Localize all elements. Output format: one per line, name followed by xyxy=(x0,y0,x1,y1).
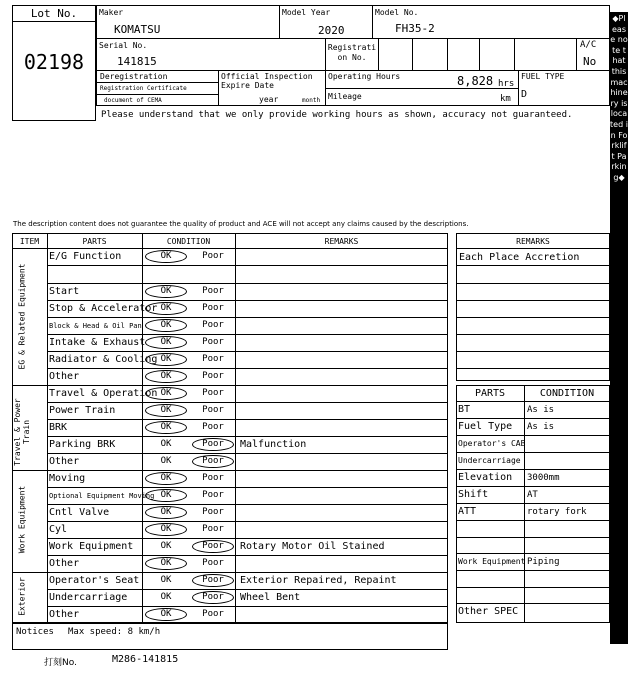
table-row-remark xyxy=(240,386,445,403)
condition-poor-mark: Poor xyxy=(192,540,234,553)
official-inspection-label: Official Inspection Expire Date xyxy=(221,72,313,90)
maker-label: Maker xyxy=(99,8,124,17)
table-row-part: Start xyxy=(49,286,80,297)
lot-no-label: Lot No. xyxy=(30,7,78,20)
ac-value: No xyxy=(583,55,597,68)
operating-hours-label: Operating Hours xyxy=(328,72,401,81)
condition-ok-mark: OK xyxy=(145,387,187,400)
table-row-remark xyxy=(240,488,445,505)
table-row-remark xyxy=(240,420,445,437)
table-row-part: Block & Head & Oil Pan xyxy=(49,322,142,330)
registration-cert-label: Registration Certificate xyxy=(100,85,187,92)
notices-text: Max speed: 8 km/h xyxy=(68,627,161,637)
table-row-remark xyxy=(240,335,445,352)
table-row-part: BRK xyxy=(49,422,68,433)
condition-ok-mark: OK xyxy=(145,302,187,315)
group-exterior-label: Exterior xyxy=(17,577,27,616)
col-condition: CONDITION xyxy=(166,237,211,246)
stamp-value: M286-141815 xyxy=(112,654,179,665)
condition-ok-mark: OK xyxy=(145,472,187,485)
condition-ok-mark: OK xyxy=(160,575,172,585)
table-row-part: Other xyxy=(49,609,80,620)
table-row-remark xyxy=(240,369,445,386)
condition-ok-mark: OK xyxy=(145,250,187,263)
col-parts: PARTS xyxy=(82,237,107,246)
condition-poor-mark: Poor xyxy=(202,371,224,381)
condition-poor-mark: Poor xyxy=(202,422,224,432)
condition-ok-mark: OK xyxy=(145,523,187,536)
right-parts-row-part: Other SPEC xyxy=(458,606,519,617)
table-row-remark xyxy=(240,352,445,369)
group-work-label: Work Equipment xyxy=(17,485,27,554)
right-parts-row-part: Undercarriage xyxy=(458,456,521,465)
col-remarks: REMARKS xyxy=(324,237,359,246)
group-travel-label: Travel & Power Train xyxy=(13,398,31,466)
right-parts-row-condition: Piping xyxy=(527,557,560,567)
table-row-remark xyxy=(240,556,445,573)
condition-ok-mark: OK xyxy=(145,506,187,519)
table-row-remark: Exterior Repaired, Repaint xyxy=(240,575,397,586)
condition-ok-mark: OK xyxy=(160,592,172,602)
table-row-part: Undercarriage xyxy=(49,592,128,603)
condition-ok-mark: OK xyxy=(145,608,187,621)
condition-poor-mark: Poor xyxy=(192,591,234,604)
table-row-remark: Rotary Motor Oil Stained xyxy=(240,541,385,552)
disclaimer: The description content does not guarantee the quality of product and ACE will not accept any claims caused by the descriptions. xyxy=(13,220,469,228)
table-row-part: Travel & Operation xyxy=(49,388,158,399)
right-parts-row-part: Operator's CAB xyxy=(458,439,526,448)
condition-ok-mark: OK xyxy=(145,353,187,366)
condition-poor-mark: Poor xyxy=(202,490,224,500)
hours-notice: Please understand that we only provide working hours as shown, accuracy not guaranteed. xyxy=(101,110,573,120)
serial-no-label: Serial No. xyxy=(99,41,148,50)
cema-label: document of CEMA xyxy=(104,97,162,104)
condition-poor-mark: Poor xyxy=(202,388,224,398)
table-row-remark: Malfunction xyxy=(240,439,307,450)
table-row-remark xyxy=(240,301,445,318)
right-parts-row-condition: 3000mm xyxy=(527,473,560,483)
table-row-part: Stop & Accelerator xyxy=(49,303,158,314)
table-row-part: Cntl Valve xyxy=(49,507,110,518)
table-row-part: Other xyxy=(49,558,80,569)
condition-ok-mark: OK xyxy=(145,421,187,434)
fuel-type-label: FUEL TYPE xyxy=(521,72,565,81)
lot-no-value: 02198 xyxy=(23,50,85,74)
table-row-remark xyxy=(240,318,445,335)
right-remarks-text: Each Place Accretion xyxy=(459,252,580,263)
table-row-part: Power Train xyxy=(49,405,116,416)
table-row-remark xyxy=(240,522,445,539)
operating-hours-value: 8,828 xyxy=(457,74,494,88)
condition-ok-mark: OK xyxy=(145,319,187,332)
condition-poor-mark: Poor xyxy=(202,303,224,313)
fuel-type-value: D xyxy=(521,89,528,100)
condition-ok-mark: OK xyxy=(160,439,172,449)
condition-poor-mark: Poor xyxy=(202,405,224,415)
right-col-parts: PARTS xyxy=(474,388,506,399)
condition-poor-mark: Poor xyxy=(192,438,234,451)
condition-poor-mark: Poor xyxy=(202,354,224,364)
table-row-part: Cyl xyxy=(49,524,68,535)
model-no-label: Model No. xyxy=(375,8,419,17)
condition-poor-mark: Poor xyxy=(202,609,224,619)
table-row-remark xyxy=(240,266,445,284)
condition-ok-mark: OK xyxy=(160,456,172,466)
condition-poor-mark: Poor xyxy=(192,455,234,468)
right-col-condition: CONDITION xyxy=(539,388,595,399)
table-row-part: Intake & Exhaust xyxy=(49,337,146,348)
right-parts-row-part: Shift xyxy=(458,489,489,500)
right-remarks-header: REMARKS xyxy=(516,237,550,246)
right-parts-row-condition: As is xyxy=(527,422,555,432)
table-row-remark xyxy=(240,471,445,488)
condition-poor-mark: Poor xyxy=(202,320,224,330)
side-note-text: ◆Please note that this machinery is located in Forklift Parking◆ xyxy=(610,14,628,182)
table-row-remark xyxy=(240,284,445,301)
condition-poor-mark: Poor xyxy=(202,251,224,261)
hrs-label: hrs xyxy=(498,79,515,89)
table-row-part: Moving xyxy=(49,473,86,484)
condition-poor-mark: Poor xyxy=(202,473,224,483)
condition-ok-mark: OK xyxy=(160,541,172,551)
km-label: km xyxy=(500,94,511,104)
table-row-remark xyxy=(240,403,445,420)
condition-poor-mark: Poor xyxy=(192,574,234,587)
right-parts-row-part: ATT xyxy=(458,506,477,517)
condition-ok-mark: OK xyxy=(145,489,187,502)
right-parts-row-part: Work Equipment xyxy=(458,557,526,566)
deregistration-label: Deregistration xyxy=(100,72,168,81)
serial-no-value: 141815 xyxy=(117,55,157,68)
right-parts-row-condition: AT xyxy=(527,490,538,500)
model-no-value: FH35-2 xyxy=(395,22,435,35)
stamp-label: 打刻No. xyxy=(44,658,77,668)
condition-poor-mark: Poor xyxy=(202,286,224,296)
condition-poor-mark: Poor xyxy=(202,524,224,534)
side-note-strip xyxy=(610,12,628,644)
table-row-part: Radiator & Cooling xyxy=(49,354,158,365)
col-item: ITEM xyxy=(19,237,40,246)
table-row-part: Parking BRK xyxy=(49,439,116,450)
table-row-part: Other xyxy=(49,456,80,467)
condition-poor-mark: Poor xyxy=(202,558,224,568)
table-row-part xyxy=(49,266,141,284)
condition-ok-mark: OK xyxy=(145,370,187,383)
right-parts-row-condition: As is xyxy=(527,405,555,415)
right-parts-row-part: Fuel Type xyxy=(458,421,513,432)
registration-label: Registrati on No. xyxy=(327,43,377,62)
group-eg-label: EG & Related Equipment xyxy=(17,263,27,370)
table-row-part: E/G Function xyxy=(49,251,122,262)
table-row-part: Other xyxy=(49,371,80,382)
year-label: year xyxy=(259,95,279,104)
maker-value: KOMATSU xyxy=(114,23,161,36)
condition-poor-mark: Poor xyxy=(202,337,224,347)
table-row-remark xyxy=(240,505,445,522)
condition-ok-mark: OK xyxy=(145,404,187,417)
right-parts-row-part: Elevation xyxy=(458,472,513,483)
table-row-part: Operator's Seat xyxy=(49,575,140,586)
right-parts-row-condition: rotary fork xyxy=(527,507,587,517)
condition-ok-mark: OK xyxy=(145,557,187,570)
notices-label: Notices xyxy=(16,627,54,637)
table-row-remark xyxy=(240,249,445,266)
ac-label: A/C xyxy=(580,40,597,50)
table-row-remark xyxy=(240,454,445,471)
right-parts-row-part: BT xyxy=(458,404,471,415)
table-row-part: Optional Equipment Moving xyxy=(49,492,155,500)
condition-poor-mark: Poor xyxy=(202,507,224,517)
condition-ok-mark: OK xyxy=(145,336,187,349)
model-year-label: Model Year xyxy=(282,8,331,17)
mileage-label: Mileage xyxy=(328,92,362,101)
table-row-remark: Wheel Bent xyxy=(240,592,301,603)
table-row-remark xyxy=(240,607,445,624)
model-year-value: 2020 xyxy=(318,24,345,37)
month-label: month xyxy=(302,97,321,104)
table-row-part: Work Equipment xyxy=(49,541,134,552)
condition-ok-mark: OK xyxy=(145,285,187,298)
